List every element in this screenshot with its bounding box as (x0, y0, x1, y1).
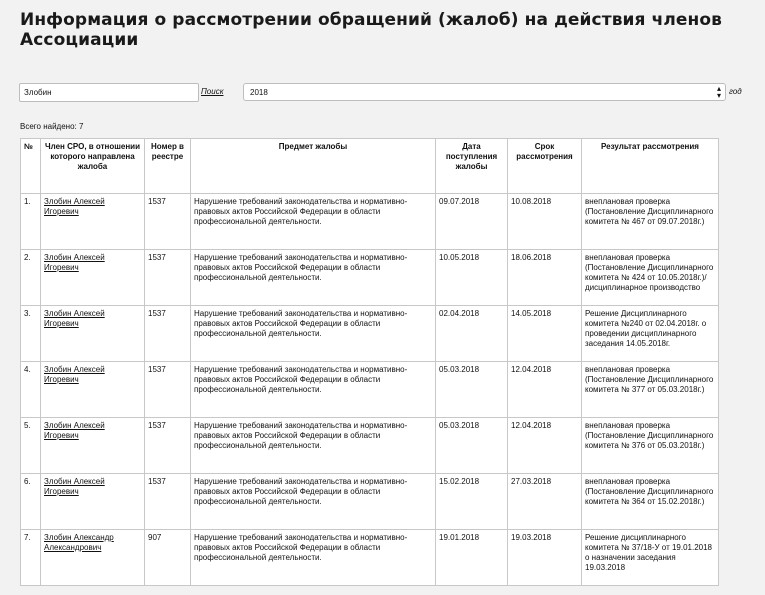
row-num: 5. (21, 418, 41, 474)
row-result: внеплановая проверка (Постановление Дисциплинарного комитета № 424 от 10.05.2018г.)/ дисциплинарное производство (582, 250, 719, 306)
row-num: 6. (21, 474, 41, 530)
row-result: Решение дисциплинарного комитета № 37/18-У от 19.01.2018 о назначении заседания 19.03.2018 (582, 530, 719, 586)
row-reg: 1537 (145, 306, 191, 362)
row-num: 2. (21, 250, 41, 306)
table-row (21, 250, 719, 306)
row-term: 27.03.2018 (508, 474, 582, 530)
row-date: 02.04.2018 (436, 306, 508, 362)
row-num: 4. (21, 362, 41, 418)
header-term: Срок рассмотрения (508, 139, 582, 194)
row-term: 19.03.2018 (508, 530, 582, 586)
row-result: внеплановая проверка (Постановление Дисциплинарного комитета № 467 от 09.07.2018г.) (582, 194, 719, 250)
header-reg: Номер в реестре (145, 139, 191, 194)
select-arrows-icon: ▴ ▾ (716, 84, 721, 100)
row-term: 12.04.2018 (508, 418, 582, 474)
member-link[interactable]: Злобин Алексей Игоревич (44, 253, 105, 272)
row-subject: Нарушение требований законодательства и нормативно-правовых актов Российской Федерации в области профессиональной деятельности. (191, 474, 436, 530)
row-date: 15.02.2018 (436, 474, 508, 530)
row-term: 14.05.2018 (508, 306, 582, 362)
member-link[interactable]: Злобин Алексей Игоревич (44, 421, 105, 440)
row-date: 05.03.2018 (436, 362, 508, 418)
row-num: 1. (21, 194, 41, 250)
row-subject: Нарушение требований законодательства и нормативно-правовых актов Российской Федерации в области профессиональной деятельности. (191, 306, 436, 362)
row-subject: Нарушение требований законодательства и нормативно-правовых актов Российской Федерации в области профессиональной деятельности. (191, 250, 436, 306)
page-title: Информация о рассмотрении обращений (жалоб) на действия членов Ассоциации (20, 10, 723, 50)
header-subject: Предмет жалобы (191, 139, 436, 194)
row-result: внеплановая проверка (Постановление Дисциплинарного комитета № 377 от 05.03.2018г.) (582, 362, 719, 418)
header-num: № (21, 139, 41, 194)
row-reg: 1537 (145, 418, 191, 474)
row-num: 3. (21, 306, 41, 362)
member-link[interactable]: Злобин Александр Александрович (44, 533, 114, 552)
row-reg: 907 (145, 530, 191, 586)
row-term: 12.04.2018 (508, 362, 582, 418)
table-row (21, 474, 719, 530)
table-row (21, 194, 719, 250)
table-row (21, 530, 719, 586)
row-date: 09.07.2018 (436, 194, 508, 250)
member-link[interactable]: Злобин Алексей Игоревич (44, 309, 105, 328)
row-term: 10.08.2018 (508, 194, 582, 250)
row-date: 19.01.2018 (436, 530, 508, 586)
header-result: Результат рассмотрения (582, 139, 719, 194)
row-reg: 1537 (145, 362, 191, 418)
row-result: внеплановая проверка (Постановление Дисциплинарного комитета № 364 от 15.02.2018г.) (582, 474, 719, 530)
row-reg: 1537 (145, 474, 191, 530)
year-label: год (729, 87, 742, 96)
row-subject: Нарушение требований законодательства и нормативно-правовых актов Российской Федерации в области профессиональной деятельности. (191, 530, 436, 586)
table-row (21, 418, 719, 474)
row-subject: Нарушение требований законодательства и нормативно-правовых актов Российской Федерации в области профессиональной деятельности. (191, 362, 436, 418)
row-reg: 1537 (145, 250, 191, 306)
table-row (21, 362, 719, 418)
row-num: 7. (21, 530, 41, 586)
row-date: 10.05.2018 (436, 250, 508, 306)
row-subject: Нарушение требований законодательства и нормативно-правовых актов Российской Федерации в области профессиональной деятельности. (191, 418, 436, 474)
header-date: Дата поступления жалобы (436, 139, 508, 194)
row-result: Решение Дисциплинарного комитета №240 от 02.04.2018г. о проведении дисциплинарного заседания 14.05.2018г. (582, 306, 719, 362)
search-link[interactable]: Поиск (201, 87, 224, 96)
row-result: внеплановая проверка (Постановление Дисциплинарного комитета № 376 от 05.03.2018г.) (582, 418, 719, 474)
row-date: 05.03.2018 (436, 418, 508, 474)
member-link[interactable]: Злобин Алексей Игоревич (44, 365, 105, 384)
header-member: Член СРО, в отношении которого направлена жалоба (41, 139, 145, 194)
member-link[interactable]: Злобин Алексей Игоревич (44, 197, 105, 216)
table-row (21, 306, 719, 362)
row-term: 18.06.2018 (508, 250, 582, 306)
search-input[interactable] (19, 83, 199, 102)
year-select[interactable] (243, 83, 726, 101)
member-link[interactable]: Злобин Алексей Игоревич (44, 477, 105, 496)
total-found: Всего найдено: 7 (20, 122, 84, 131)
table-header-row (21, 139, 719, 194)
row-subject: Нарушение требований законодательства и нормативно-правовых актов Российской Федерации в области профессиональной деятельности. (191, 194, 436, 250)
year-select-value: 2018 (250, 88, 268, 97)
row-reg: 1537 (145, 194, 191, 250)
complaints-table (20, 138, 719, 586)
